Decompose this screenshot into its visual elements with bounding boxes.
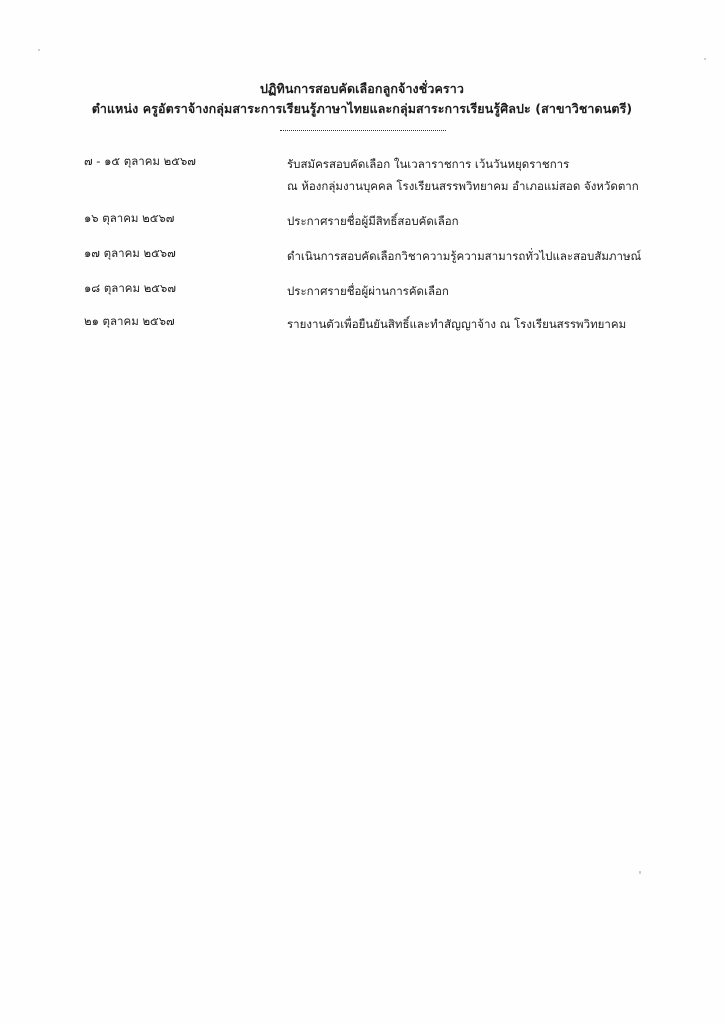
schedule-date: ๑๖ ตุลาคม ๒๕๖๗ [84,211,175,225]
schedule-date: ๑๗ ตุลาคม ๒๕๖๗ [84,246,176,260]
document-subtitle: ตำแหน่ง ครูอัตราจ้างกลุ่มสาระการเรียนรู้ภาษาไทยและกลุ่มสาระการเรียนรู้ศิลปะ (สาขาวิชาดนตรี) [91,101,633,116]
scan-speck [38,49,40,51]
scan-speck [639,871,641,874]
schedule-description [287,153,639,197]
schedule-description-line: รายงานตัวเพื่อยืนยันสิทธิ์และทำสัญญาจ้าง ณ โรงเรียนสรรพวิทยาคม [287,317,627,331]
schedule-description [287,313,626,335]
schedule-description-line: ประกาศรายชื่อผู้ผ่านการคัดเลือก [287,284,449,298]
scan-speck [704,58,706,60]
schedule-date: ๑๘ ตุลาคม ๒๕๖๗ [84,281,176,295]
schedule-date: ๗ - ๑๕ ตุลาคม ๒๕๖๗ [84,154,196,168]
schedule-description [287,280,449,302]
document-title: ปฏิทินการสอบคัดเลือกลูกจ้างชั่วคราว [260,81,464,96]
schedule-description-line: ดำเนินการสอบคัดเลือกวิชาความรู้ความสามารถทั่วไปและสอบสัมภาษณ์ [287,249,642,263]
dotted-divider [280,130,446,131]
schedule-description-line: ณ ห้องกลุ่มงานบุคคล โรงเรียนสรรพวิทยาคม อำเภอแม่สอด จังหวัดตาก [287,179,639,193]
schedule-description [287,245,641,267]
schedule-description-line: รับสมัครสอบคัดเลือก ในเวลาราชการ เว้นวันหยุดราชการ [287,157,570,171]
schedule-description-line: ประกาศรายชื่อผู้มีสิทธิ์สอบคัดเลือก [287,214,459,228]
schedule-date: ๒๑ ตุลาคม ๒๕๖๗ [84,314,175,328]
schedule-description [287,210,459,232]
